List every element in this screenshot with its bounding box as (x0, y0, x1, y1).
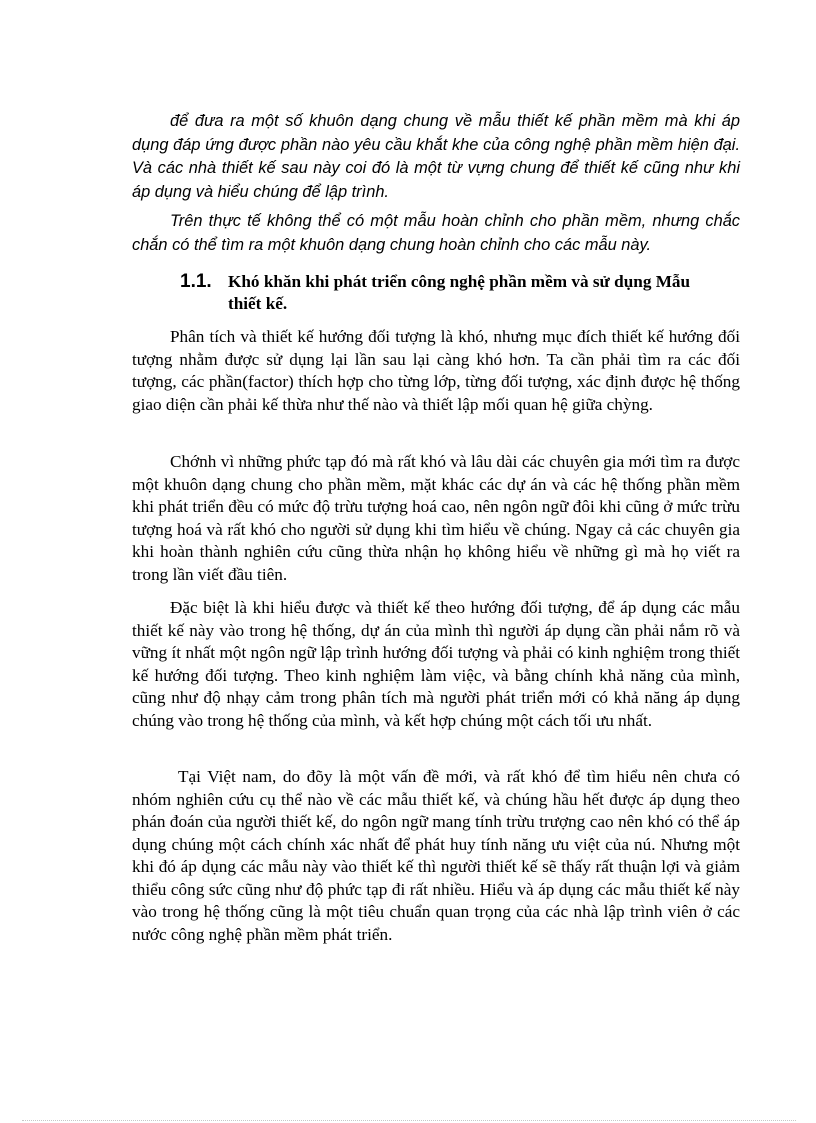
section-title-line-1: Khó khăn khi phát triển công nghệ phần mềm và sử dụng Mẫu (228, 272, 691, 291)
body-paragraph-4: Tại Việt nam, do đõy là một vấn đề mới, và rất khó để tìm hiểu nên chưa có nhóm nghiên cứu cụ thể nào về các mẫu thiết kế, và chúng hầu hết được áp dụng theo phán đoán của người thiết kế, do ngôn ngữ mang tính trừu trượng cao nên khó có thể áp dụng chúng một cách chính xác nhất để phát huy tính năng ưu việt của nú. Nhưng một khi đó áp dụng các mẫu này vào thiết kế thì người thiết kế sẽ thấy rất thuận lợi và giảm thiểu công sức cũng như độ phức tạp đi rất nhiều. Hiểu và áp dụng các mẫu thiết kế này vào trong hệ thống cũng là một tiêu chuẩn quan trọng của các nhà lập trình viên ở các nước công nghệ phần mềm phát triển. (132, 767, 740, 944)
intro-paragraph-2: Trên thực tế không thể có một mẫu hoàn chỉnh cho phần mềm, nhưng chắc chắn có thể tìm ra một khuôn dạng chung hoàn chỉnh cho các mẫu này. (132, 212, 740, 254)
body-paragraph-3: Đặc biệt là khi hiểu được và thiết kế theo hướng đối tượng, để áp dụng các mẫu thiết kế này vào trong hệ thống, dự án của mình thì người áp dụng cần phải nắm rõ và vững ít nhất một ngôn ngữ lập trình hướng đối tượng và phải có kinh nghiệm trong thiết kế hướng đối tượng. Theo kinh nghiệm làm việc, và bằng chính khả năng của mình, cũng như độ nhạy cảm trong phân tích mà người phát triển mới có khả năng áp dụng chúng vào trong hệ thống của mình, và kết hợp chúng một cách tối ưu nhất. (132, 598, 740, 730)
intro-paragraph-1: để đưa ra một số khuôn dạng chung về mẫu thiết kế phần mềm mà khi áp dụng đáp ứng được phần nào yêu cầu khắt khe của công nghệ phần mềm hiện đại. Và các nhà thiết kế sau này coi đó là một từ vựng chung để thiết kế cũng như khi áp dụng và hiểu chúng để lập trình. (132, 112, 740, 201)
section-heading (180, 271, 748, 315)
section-number: 1.1. (180, 271, 212, 292)
page-bottom-rule (22, 1120, 796, 1121)
section-title-line-2: thiết kế. (228, 294, 288, 313)
body-paragraph-1: Phân tích và thiết kế hướng đối tượng là khó, nhưng mục đích thiết kế hướng đối tượng nhằm được sử dụng lại lần sau lại càng khó hơn. Ta cần phải tìm ra các đối tượng, các phần(factor) thích hợp cho từng lớp, từng đối tượng, xác định được hệ thống giao diện cần phải kế thừa như thế nào và thiết lập mối quan hệ giữa chỳng. (132, 327, 740, 414)
body-paragraph-2: Chớnh vì những phức tạp đó mà rất khó và lâu dài các chuyên gia mới tìm ra được một khuôn dạng chung cho phần mềm, mặt khác các dự án và các hệ thống phần mềm khi phát triển đều có mức độ trừu tượng hoá cao, nên ngôn ngữ đôi khi cũng ở mức trừu tượng hoá và rất khó cho người sử dụng khi tìm hiểu về chúng. Ngay cả các chuyên gia khi hoàn thành nghiên cứu cũng thừa nhận họ không hiểu về những gì mà họ viết ra trong lần viết đầu tiên. (132, 452, 740, 584)
